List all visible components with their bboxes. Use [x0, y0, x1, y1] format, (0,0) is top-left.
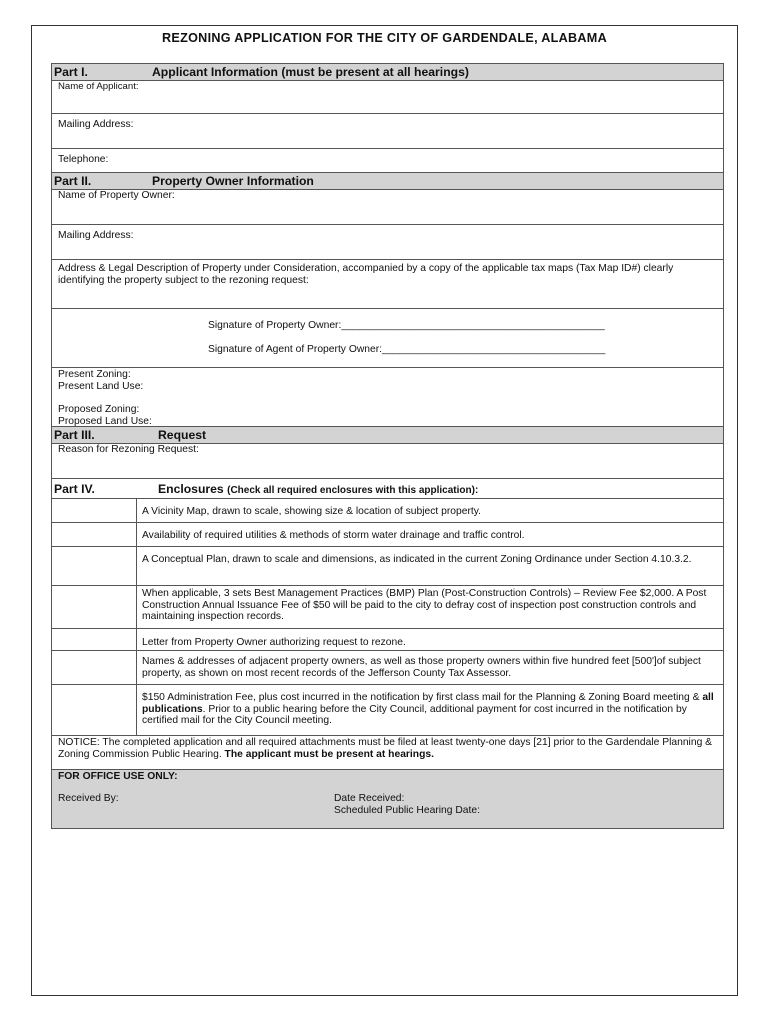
enclosure-row — [52, 586, 723, 629]
enclosure-text: Letter from Property Owner authorizing request to rezone. — [142, 637, 406, 648]
fee-text-bold: all publications — [142, 692, 714, 715]
part2-number: Part II. — [54, 174, 92, 188]
proposed-land-use-label[interactable]: Proposed Land Use: — [58, 415, 152, 427]
part3-number: Part III. — [54, 428, 95, 442]
applicant-telephone-label: Telephone: — [58, 154, 109, 165]
part2-heading: Property Owner Information — [152, 174, 314, 188]
enclosure-row — [52, 499, 723, 523]
enclosure-text-fee — [137, 685, 723, 735]
received-by-label[interactable]: Received By: — [58, 793, 119, 804]
part2-header — [52, 173, 723, 190]
property-description-field[interactable] — [52, 260, 723, 309]
notice-text: NOTICE: The completed application and all required attachments must be filed at least twenty-one days [21] prior to the Gardendale Planning & Zoning Commission Public Hearing. — [58, 737, 713, 760]
office-use-block — [52, 770, 723, 828]
proposed-zoning-label[interactable]: Proposed Zoning: — [58, 404, 140, 415]
owner-name-field[interactable] — [52, 190, 723, 225]
zoning-block — [52, 368, 723, 427]
enclosure-text: Availability of required utilities & methods of storm water drainage and traffic control. — [142, 530, 525, 541]
enclosure-text: Names & addresses of adjacent property owners, as well as those property owners within five hundred feet [500']of subject property, as shown on most recent records of the Jefferson County Tax Assessor. — [142, 656, 701, 679]
enclosure-text: When applicable, 3 sets Best Management Practices (BMP) Plan (Post-Construction Controls) – Review Fee $2,000. A Post Construction Annual Issuance Fee of $50 will be paid to the city to defray cost of inspection post construction controls and maintaining inspection records. — [142, 588, 707, 623]
enclosure-checkbox[interactable] — [52, 629, 137, 650]
application-form — [51, 63, 724, 829]
part4-heading: Enclosures — [158, 482, 224, 496]
fee-text-b: . Prior to a public hearing before the City Council, additional payment for cost incurred in the notification by certified mail for the City Council meeting. — [142, 703, 687, 727]
part4-header — [52, 479, 723, 499]
page-title: REZONING APPLICATION FOR THE CITY OF GARDENDALE, ALABAMA — [162, 31, 607, 45]
applicant-name-field[interactable] — [52, 81, 723, 114]
applicant-telephone-field[interactable] — [52, 149, 723, 173]
notice-block — [52, 736, 723, 770]
agent-signature-line[interactable]: Signature of Agent of Property Owner:_______________________________________ — [208, 344, 606, 355]
part4-subheading: (Check all required enclosures with this application): — [227, 485, 479, 496]
property-description-label: Address & Legal Description of Property under Consideration, accompanied by a copy of the applicable tax maps (Tax Map ID#) clearly identifying the property subject to the rezoning request: — [58, 263, 674, 286]
enclosure-row — [52, 547, 723, 586]
part1-header — [52, 64, 723, 81]
part1-number: Part I. — [54, 65, 88, 79]
present-land-use-label[interactable]: Present Land Use: — [58, 380, 144, 392]
enclosure-checkbox[interactable] — [52, 523, 137, 546]
part1-heading: Applicant Information (must be present at all hearings) — [152, 65, 469, 79]
enclosure-checkbox[interactable] — [52, 499, 137, 522]
owner-mailing-label: Mailing Address: — [58, 230, 134, 241]
office-use-heading: FOR OFFICE USE ONLY: — [58, 771, 178, 782]
enclosure-row — [52, 685, 723, 736]
enclosure-checkbox[interactable] — [52, 586, 137, 628]
enclosure-row — [52, 651, 723, 685]
enclosure-text: A Vicinity Map, drawn to scale, showing size & location of subject property. — [142, 506, 482, 517]
enclosure-checkbox[interactable] — [52, 651, 137, 684]
applicant-mailing-field[interactable] — [52, 114, 723, 149]
owner-signature-line[interactable]: Signature of Property Owner:______________________________________________ — [208, 320, 605, 331]
date-received-label[interactable]: Date Received: — [334, 793, 405, 804]
present-zoning-label[interactable]: Present Zoning: — [58, 369, 131, 380]
enclosure-row — [52, 629, 723, 651]
fee-text-a: $150 Administration Fee, plus cost incurred in the notification by first class mail for the Planning & Zoning Board meeting & — [142, 692, 703, 703]
part4-number: Part IV. — [54, 482, 95, 496]
rezoning-reason-label: Reason for Rezoning Request: — [58, 444, 199, 455]
enclosure-checkbox[interactable] — [52, 685, 137, 735]
enclosure-checkbox[interactable] — [52, 547, 137, 585]
notice-bold: The applicant must be present at hearings. — [224, 748, 434, 760]
enclosure-row — [52, 523, 723, 547]
signature-block — [52, 309, 723, 368]
owner-mailing-field[interactable] — [52, 225, 723, 260]
part3-header — [52, 427, 723, 444]
hearing-date-label[interactable]: Scheduled Public Hearing Date: — [334, 805, 480, 816]
applicant-mailing-label: Mailing Address: — [58, 119, 134, 130]
applicant-name-label: Name of Applicant: — [58, 81, 139, 92]
enclosure-text: A Conceptual Plan, drawn to scale and dimensions, as indicated in the current Zoning Ordinance under Section 4.10.3.2. — [142, 554, 692, 565]
application-page — [31, 25, 738, 996]
owner-name-label: Name of Property Owner: — [58, 190, 175, 201]
part3-heading: Request — [158, 428, 207, 442]
rezoning-reason-field[interactable] — [52, 444, 723, 479]
